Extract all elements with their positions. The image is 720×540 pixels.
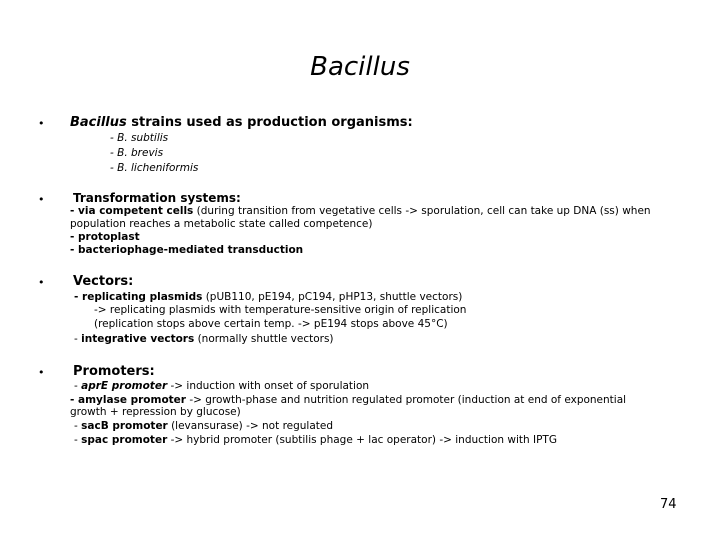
bold-term: spac promoter [81,434,168,446]
line-text: (during transition from vegetative cells -> sporulation, cell can take up DNA (ss) when [193,205,651,217]
text-line [70,205,651,218]
strain-item: - B. subtilis [110,132,169,144]
strain-item: - B. brevis [110,147,164,159]
bullet-4: • [38,366,45,379]
section-heading-transformation: Transformation systems: [73,191,241,205]
text-line: (replication stops above certain temp. -> pE194 stops above 45°C) [94,318,448,330]
bullet-3: • [38,276,45,289]
heading-italic: Bacillus [70,115,127,130]
text-line [74,420,333,433]
bold-term: aprE promoter [81,380,168,392]
line-text: (normally shuttle vectors) [194,333,334,345]
text-line: - protoplast [70,231,140,243]
line-text: -> induction with onset of sporulation [167,380,370,392]
text-line [74,291,462,304]
bold-term: - amylase promoter [70,394,186,406]
text-line: growth + repression by glucose) [70,406,241,418]
text-line [74,434,557,447]
slide-title: Bacillus [310,52,410,82]
line-text: -> growth-phase and nutrition regulated promoter (induction at end of exponential [185,394,627,406]
text-line: population reaches a metabolic state called competence) [70,218,373,230]
line-text: - [74,434,82,446]
text-line [74,380,369,393]
text-line: -> replicating plasmids with temperature-sensitive origin of replication [94,304,467,316]
bold-term: - via competent cells [70,205,194,217]
bold-term: - replicating plasmids [74,291,203,303]
section-heading-vectors: Vectors: [73,274,134,289]
text-line: - bacteriophage-mediated transduction [70,244,304,256]
bullet-1: • [38,117,45,130]
line-text: -> hybrid promoter (subtilis phage + lac operator) -> induction with IPTG [167,434,557,446]
page-number: 74 [660,497,677,512]
bullet-2: • [38,193,45,206]
line-text: - [74,380,82,392]
line-text: (pUB110, pE194, pC194, pHP13, shuttle vectors) [202,291,463,303]
bold-term: integrative vectors [81,333,195,345]
line-text: - [74,333,82,345]
section-heading-promoters: Promoters: [73,364,155,379]
line-text: (levansurase) -> not regulated [167,420,334,432]
section-heading-strains [70,115,413,130]
bold-term: sacB promoter [81,420,168,432]
text-line [74,333,334,346]
line-text: - [74,420,82,432]
heading-rest: strains used as production organisms: [126,115,413,130]
strain-item: - B. licheniformis [110,162,199,174]
